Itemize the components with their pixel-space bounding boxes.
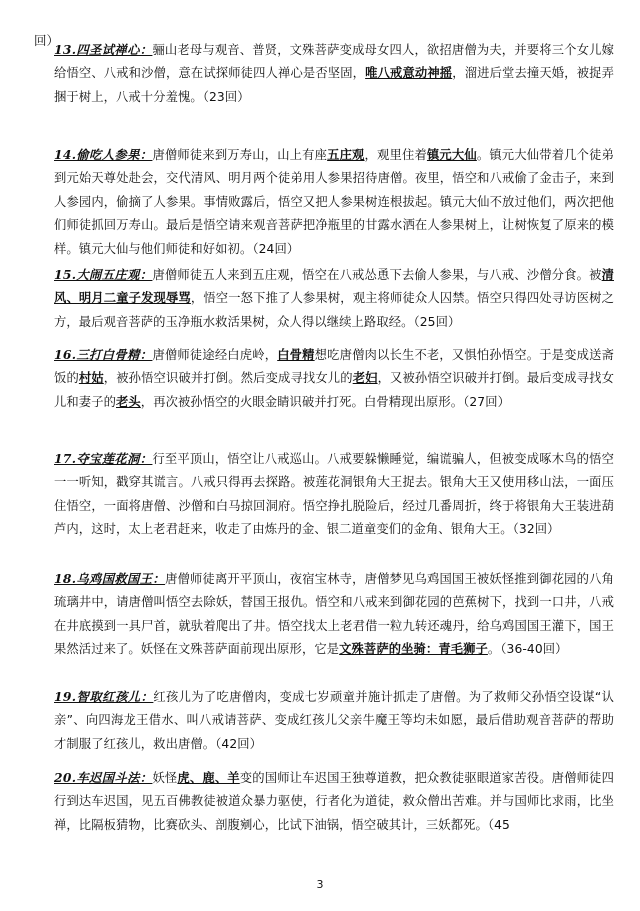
page-number: 3 [316, 878, 324, 891]
entry-19 [54, 685, 614, 756]
entry-text: 。（36-40回） [487, 642, 568, 657]
entry-title: 16.三打白骨精： [54, 347, 153, 362]
entry-title: 15.大闹五庄观： [54, 267, 153, 282]
entry-title: 18.乌鸡国救国王： [54, 571, 166, 586]
entry-text: ，又被孙悟空识破并打倒。最后变成寻找女儿和妻子的 [54, 371, 614, 409]
entry-17 [54, 447, 614, 542]
entry-text: 唐僧师徒来到万寿山，山上有座 [152, 148, 328, 162]
entry-text: 骊山老母与观音、普贤，文殊菩萨变成母女四人，欲招唐僧为夫，并要将三个女儿嫁给悟空、八戒和沙僧，意在试探师徒四人禅心是否坚固， [54, 43, 615, 81]
entry-emphasis: 镇元大仙 [426, 148, 477, 162]
entry-title: 14.偷吃人参果： [54, 147, 153, 162]
entry-text: 红孩儿为了吃唐僧肉，变成七岁顽童并施计抓走了唐僧。为了救师父孙悟空设谋“认亲”、向四海龙王借水、叫八戒请菩萨、变成红孩儿父亲牛魔王等均未如愿，最后借助观音菩萨的帮助才制服了红孩儿，救出唐僧。（42回） [54, 690, 615, 751]
entry-text: 变的国师让车迟国王独尊道教，把众教徒驱眼道家苦役。唐僧师徒四行到达车迟国，见五百佛教徒被道众暴力驱使，行者化为道徒，救众僧出苦难。并与国师比求雨，比坐禅，比隔板猜物，比赛砍头、剖腹剜心，比试下油锅，悟空破其计，三妖都死。（45 [54, 771, 614, 832]
entry-emphasis: 老妇 [352, 371, 378, 386]
entry-emphasis: 白骨精 [277, 348, 315, 362]
entry-emphasis: 唯八戒意动神摇 [365, 66, 453, 81]
entry-emphasis: 村姑 [78, 371, 104, 386]
entry-text: 唐僧师徒途经白虎岭， [152, 348, 278, 362]
entry-text: ，观里住着 [364, 148, 427, 162]
entry-title: 13.四圣试禅心： [54, 42, 153, 57]
entry-text: 唐僧师徒五人来到五庄观，悟空在八戒怂恿下去偷人参果，与八戒、沙僧分食。被 [152, 268, 602, 282]
entry-text: 妖怪 [152, 771, 178, 785]
entry-emphasis: 虎、鹿、羊 [177, 771, 240, 785]
entry-emphasis: 清风、明月二童子发现辱骂 [54, 268, 614, 306]
entry-text: ，再次被孙悟空的火眼金睛识破并打死。白骨精现出原形。（27回） [140, 394, 511, 409]
entry-text: ，被孙悟空识破并打倒。然后变成寻找女儿的 [103, 371, 353, 386]
entry-emphasis: 老头 [116, 394, 141, 409]
entry-20 [54, 766, 614, 837]
entry-title: 19.智取红孩儿： [54, 689, 154, 704]
entry-text: 。镇元大仙带着几个徒弟到元始天尊处赴会，交代清风、明月两个徒弟用人参果招待唐僧。夜里，悟空和八戒偷了金击子，来到人参园内，偷摘了人参果。事情败露后，悟空又把人参果树连根拔起。镇元大仙不放过他们，两次把他们师徒抓回万寿山。最后是悟空请来观音菩萨把净瓶里的甘露水洒在人参果树上，让树恢复了原来的模样。镇元大仙与他们师徒和好如初。（24回） [54, 148, 614, 256]
entry-15 [54, 263, 614, 334]
entry-emphasis: 五庄观 [327, 148, 365, 162]
entry-text: 想吃唐僧肉以长生不老，又惧怕孙悟空。于是变成送斋饭的 [54, 348, 614, 386]
entry-13 [54, 38, 614, 109]
entry-title: 17.夺宝莲花洞： [54, 451, 153, 466]
entry-text: ，溜进后堂去撞天婚，被捉弄捆于树上，八戒十分羞愧。（23回） [54, 66, 614, 104]
entry-emphasis: 文殊菩萨的坐骑：青毛狮子 [339, 642, 488, 657]
entry-text: 行至平顶山，悟空让八戒巡山。八戒要躲懒睡觉，编谎骗人，但被变成啄木鸟的悟空一一听知，戳穿其谎言。八戒只得再去探路。被莲花洞银角大王捉去。银角大王又使用移山法，一面压住悟空，一面将唐僧、沙僧和白马掠回洞府。悟空挣扎脱险后，经过几番周折，终于将银角大王装进葫芦内，这时，太上老君赶来，收走了由炼丹的金、银二道童变们的金角、银角大王。（32回） [54, 452, 615, 537]
entry-title: 20.车迟国斗法： [54, 770, 153, 785]
continued-fragment: 回） [34, 33, 60, 48]
entry-text: 唐僧师徒离开平顶山，夜宿宝林寺，唐僧梦见乌鸡国国王被妖怪推到御花园的八角琉璃井中，请唐僧叫悟空去除妖，替国王报仇。悟空和八戒来到御花园的芭蕉树下，找到一口井，八戒在井底摸到一具尸首，就驮着爬出了井。悟空找太上老君借一粒九转还魂丹，给乌鸡国国王灌下，国王果然活过来了。妖怪在文殊菩萨面前现出原形，它是 [54, 572, 614, 657]
entry-14 [54, 143, 614, 261]
entry-18 [54, 567, 614, 662]
entry-16 [54, 343, 614, 414]
entry-text: ，悟空一怒下推了人参果树，观主将师徒众人囚禁。悟空只得四处寻访医树之方，最后观音菩萨的玉净瓶水救活果树，众人得以继续上路取经。（25回） [54, 291, 614, 329]
